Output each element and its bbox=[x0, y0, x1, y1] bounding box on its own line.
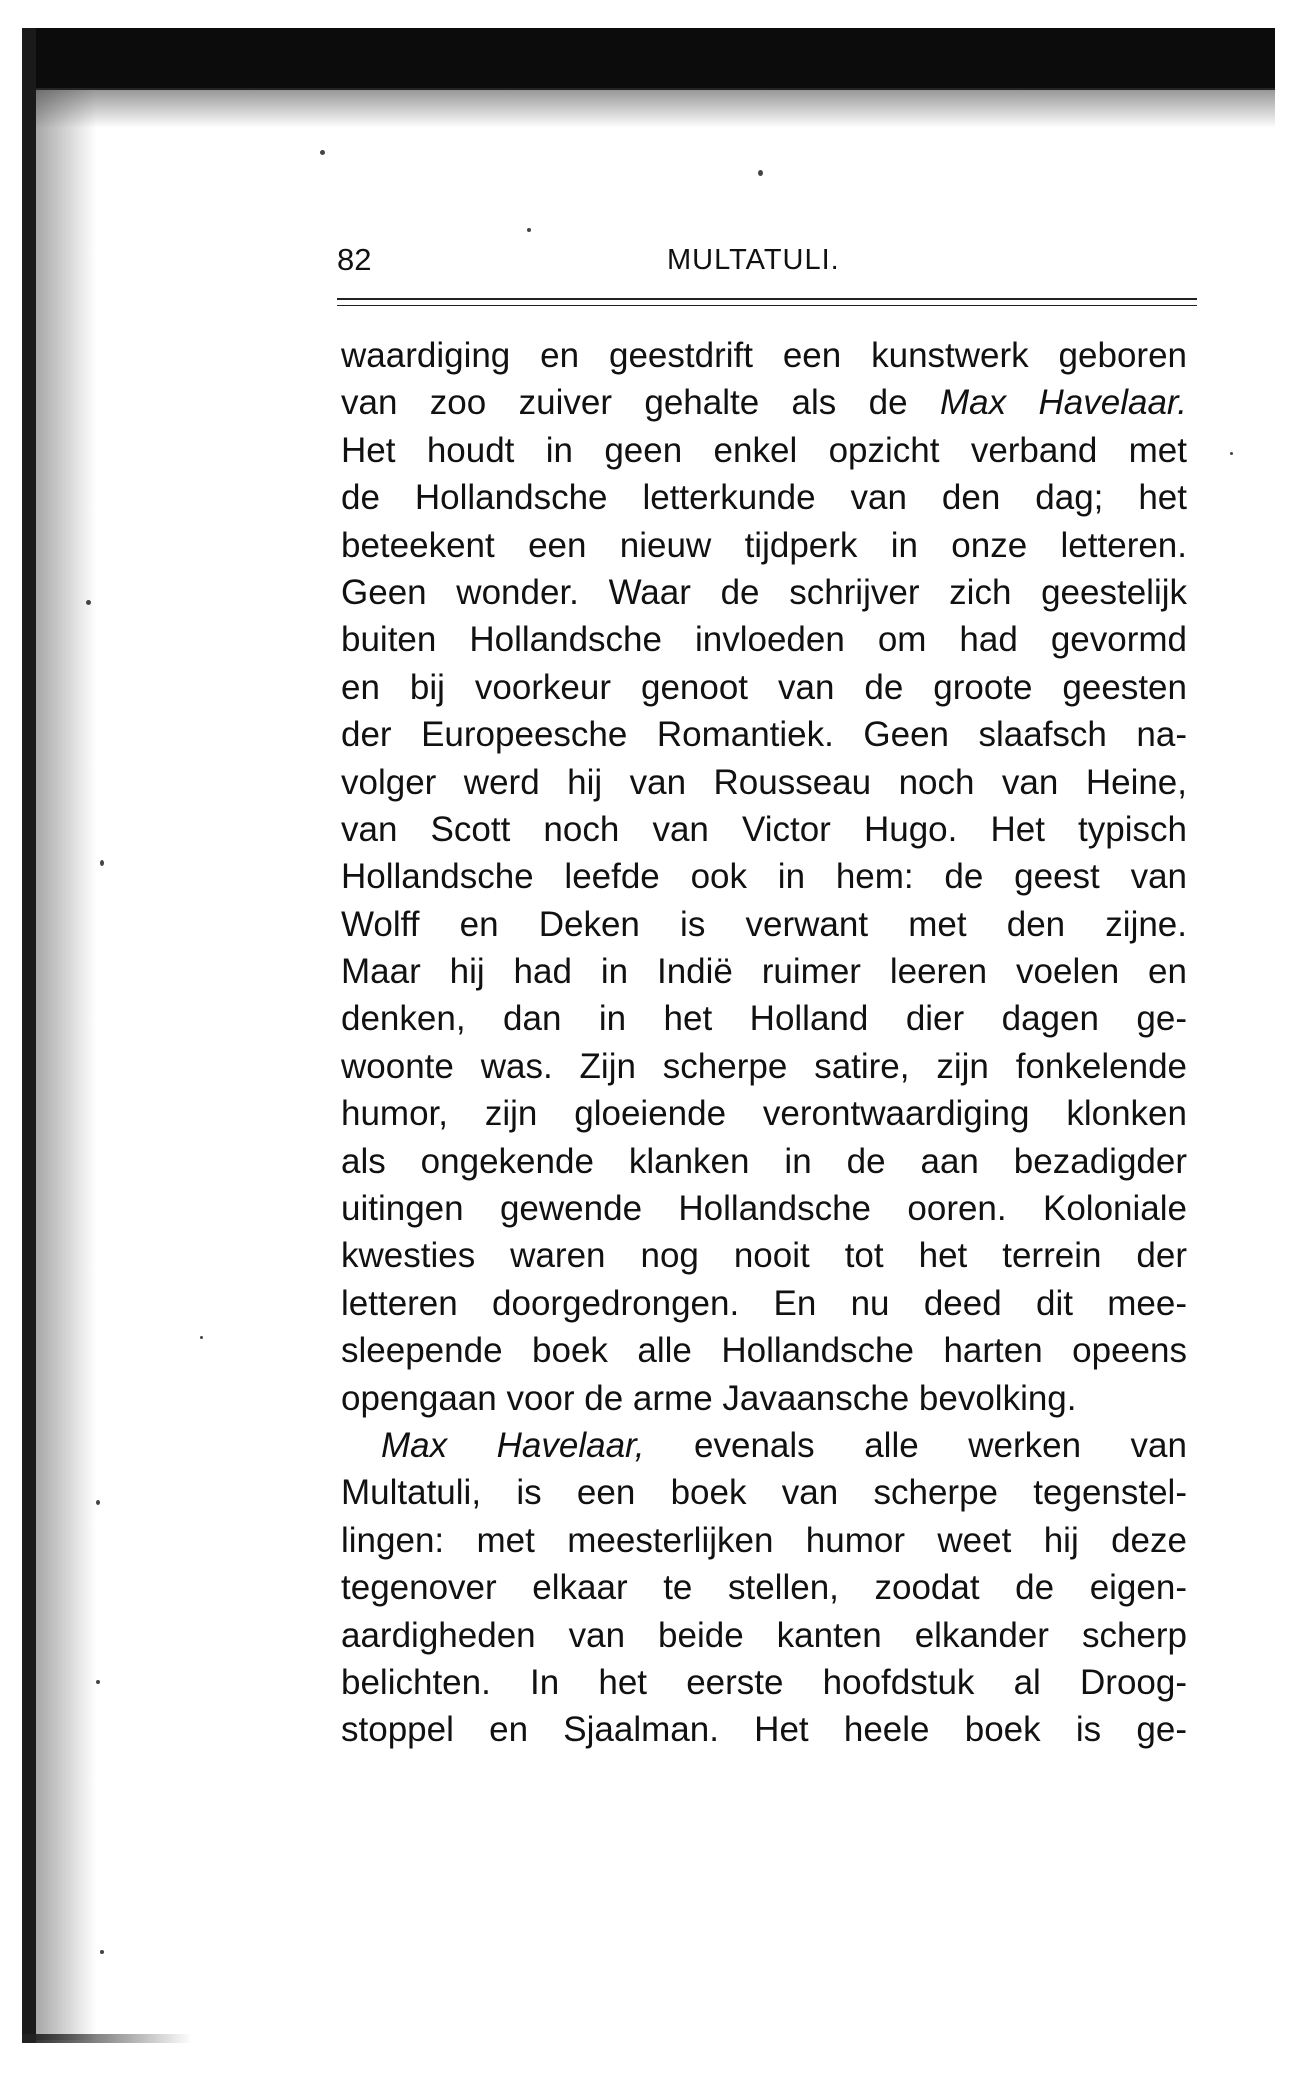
scan-binding-edge bbox=[22, 28, 36, 2043]
body-text bbox=[341, 332, 1187, 1754]
text-line: Hollandsche leefde ook in hem: de geest van bbox=[341, 857, 1187, 897]
text-line: waardiging en geestdrift een kunstwerk geboren bbox=[341, 336, 1187, 375]
text-line: stoppel en Sjaalman. Het heele boek is ge- bbox=[341, 1710, 1187, 1750]
header-rule bbox=[337, 298, 1197, 300]
text-line: van Scott noch van Victor Hugo. Het typisch bbox=[341, 809, 1187, 849]
text-line: Wolff en Deken is verwant met den zijne. bbox=[341, 904, 1187, 944]
scan-top-shadow-fade bbox=[22, 88, 1275, 128]
scan-speck bbox=[200, 1336, 203, 1339]
text-line: van zoo zuiver gehalte als de Max Havelaar. bbox=[341, 383, 1187, 423]
text-line: buiten Hollandsche invloeden om had gevormd bbox=[341, 620, 1187, 660]
scan-speck bbox=[758, 170, 763, 176]
text-line: de Hollandsche letterkunde van den dag; het bbox=[341, 478, 1187, 518]
text-line: woonte was. Zijn scherpe satire, zijn fonkelende bbox=[341, 1046, 1187, 1086]
text-line: humor, zijn gloeiende verontwaardiging klonken bbox=[341, 1094, 1187, 1134]
text-line: Geen wonder. Waar de schrijver zich geestelijk bbox=[341, 572, 1187, 612]
scan-binding-shadow bbox=[36, 90, 96, 2040]
paragraph-start-line: Max Havelaar, evenals alle werken van bbox=[381, 1425, 1187, 1465]
paragraph-end-line: opengaan voor de arme Javaansche bevolking. bbox=[341, 1378, 1077, 1418]
text-line: der Europeesche Romantiek. Geen slaafsch na- bbox=[341, 715, 1187, 755]
text-line: belichten. In het eerste hoofdstuk al Droog- bbox=[341, 1662, 1187, 1702]
running-head bbox=[337, 240, 1197, 280]
scan-speck bbox=[527, 228, 531, 232]
text-line: aardigheden van beide kanten elkander scherp bbox=[341, 1615, 1187, 1655]
scan-bottom-edge bbox=[22, 2034, 192, 2043]
text-line: beteekent een nieuw tijdperk in onze letteren. bbox=[341, 525, 1187, 565]
text-line: Maar hij had in Indië ruimer leeren voelen en bbox=[341, 952, 1187, 992]
page-number: 82 bbox=[337, 242, 372, 277]
scan-speck bbox=[96, 1680, 100, 1684]
text-line: Het houdt in geen enkel opzicht verband met bbox=[341, 430, 1187, 470]
text-line: tegenover elkaar te stellen, zoodat de eigen- bbox=[341, 1568, 1187, 1608]
text-line: lingen: met meesterlijken humor weet hij deze bbox=[341, 1520, 1187, 1560]
text-line: kwesties waren nog nooit tot het terrein der bbox=[341, 1236, 1187, 1276]
scan-speck bbox=[1230, 452, 1233, 455]
text-line: uitingen gewende Hollandsche ooren. Koloniale bbox=[341, 1189, 1187, 1229]
text-line: volger werd hij van Rousseau noch van Heine, bbox=[341, 762, 1187, 802]
text-line: denken, dan in het Holland dier dagen ge- bbox=[341, 999, 1187, 1039]
scan-speck bbox=[96, 1500, 100, 1505]
scan-top-shadow bbox=[22, 28, 1275, 90]
text-line: Multatuli, is een boek van scherpe tegenstel- bbox=[341, 1473, 1187, 1513]
text-line: letteren doorgedrongen. En nu deed dit mee- bbox=[341, 1283, 1187, 1323]
header-rule-thin bbox=[337, 305, 1197, 306]
running-title: MULTATULI. bbox=[667, 244, 840, 276]
text-line: als ongekende klanken in de aan bezadigder bbox=[341, 1141, 1187, 1181]
scan-speck bbox=[86, 600, 91, 605]
italic-title: Max Havelaar, bbox=[381, 1425, 645, 1465]
scan-speck bbox=[320, 150, 325, 155]
scan-speck bbox=[100, 1950, 104, 1954]
italic-title: Max Havelaar. bbox=[940, 383, 1187, 423]
text-line: en bij voorkeur genoot van de groote geesten bbox=[341, 667, 1187, 707]
scan-speck bbox=[100, 860, 104, 866]
text-line: sleepende boek alle Hollandsche harten opeens bbox=[341, 1331, 1187, 1371]
